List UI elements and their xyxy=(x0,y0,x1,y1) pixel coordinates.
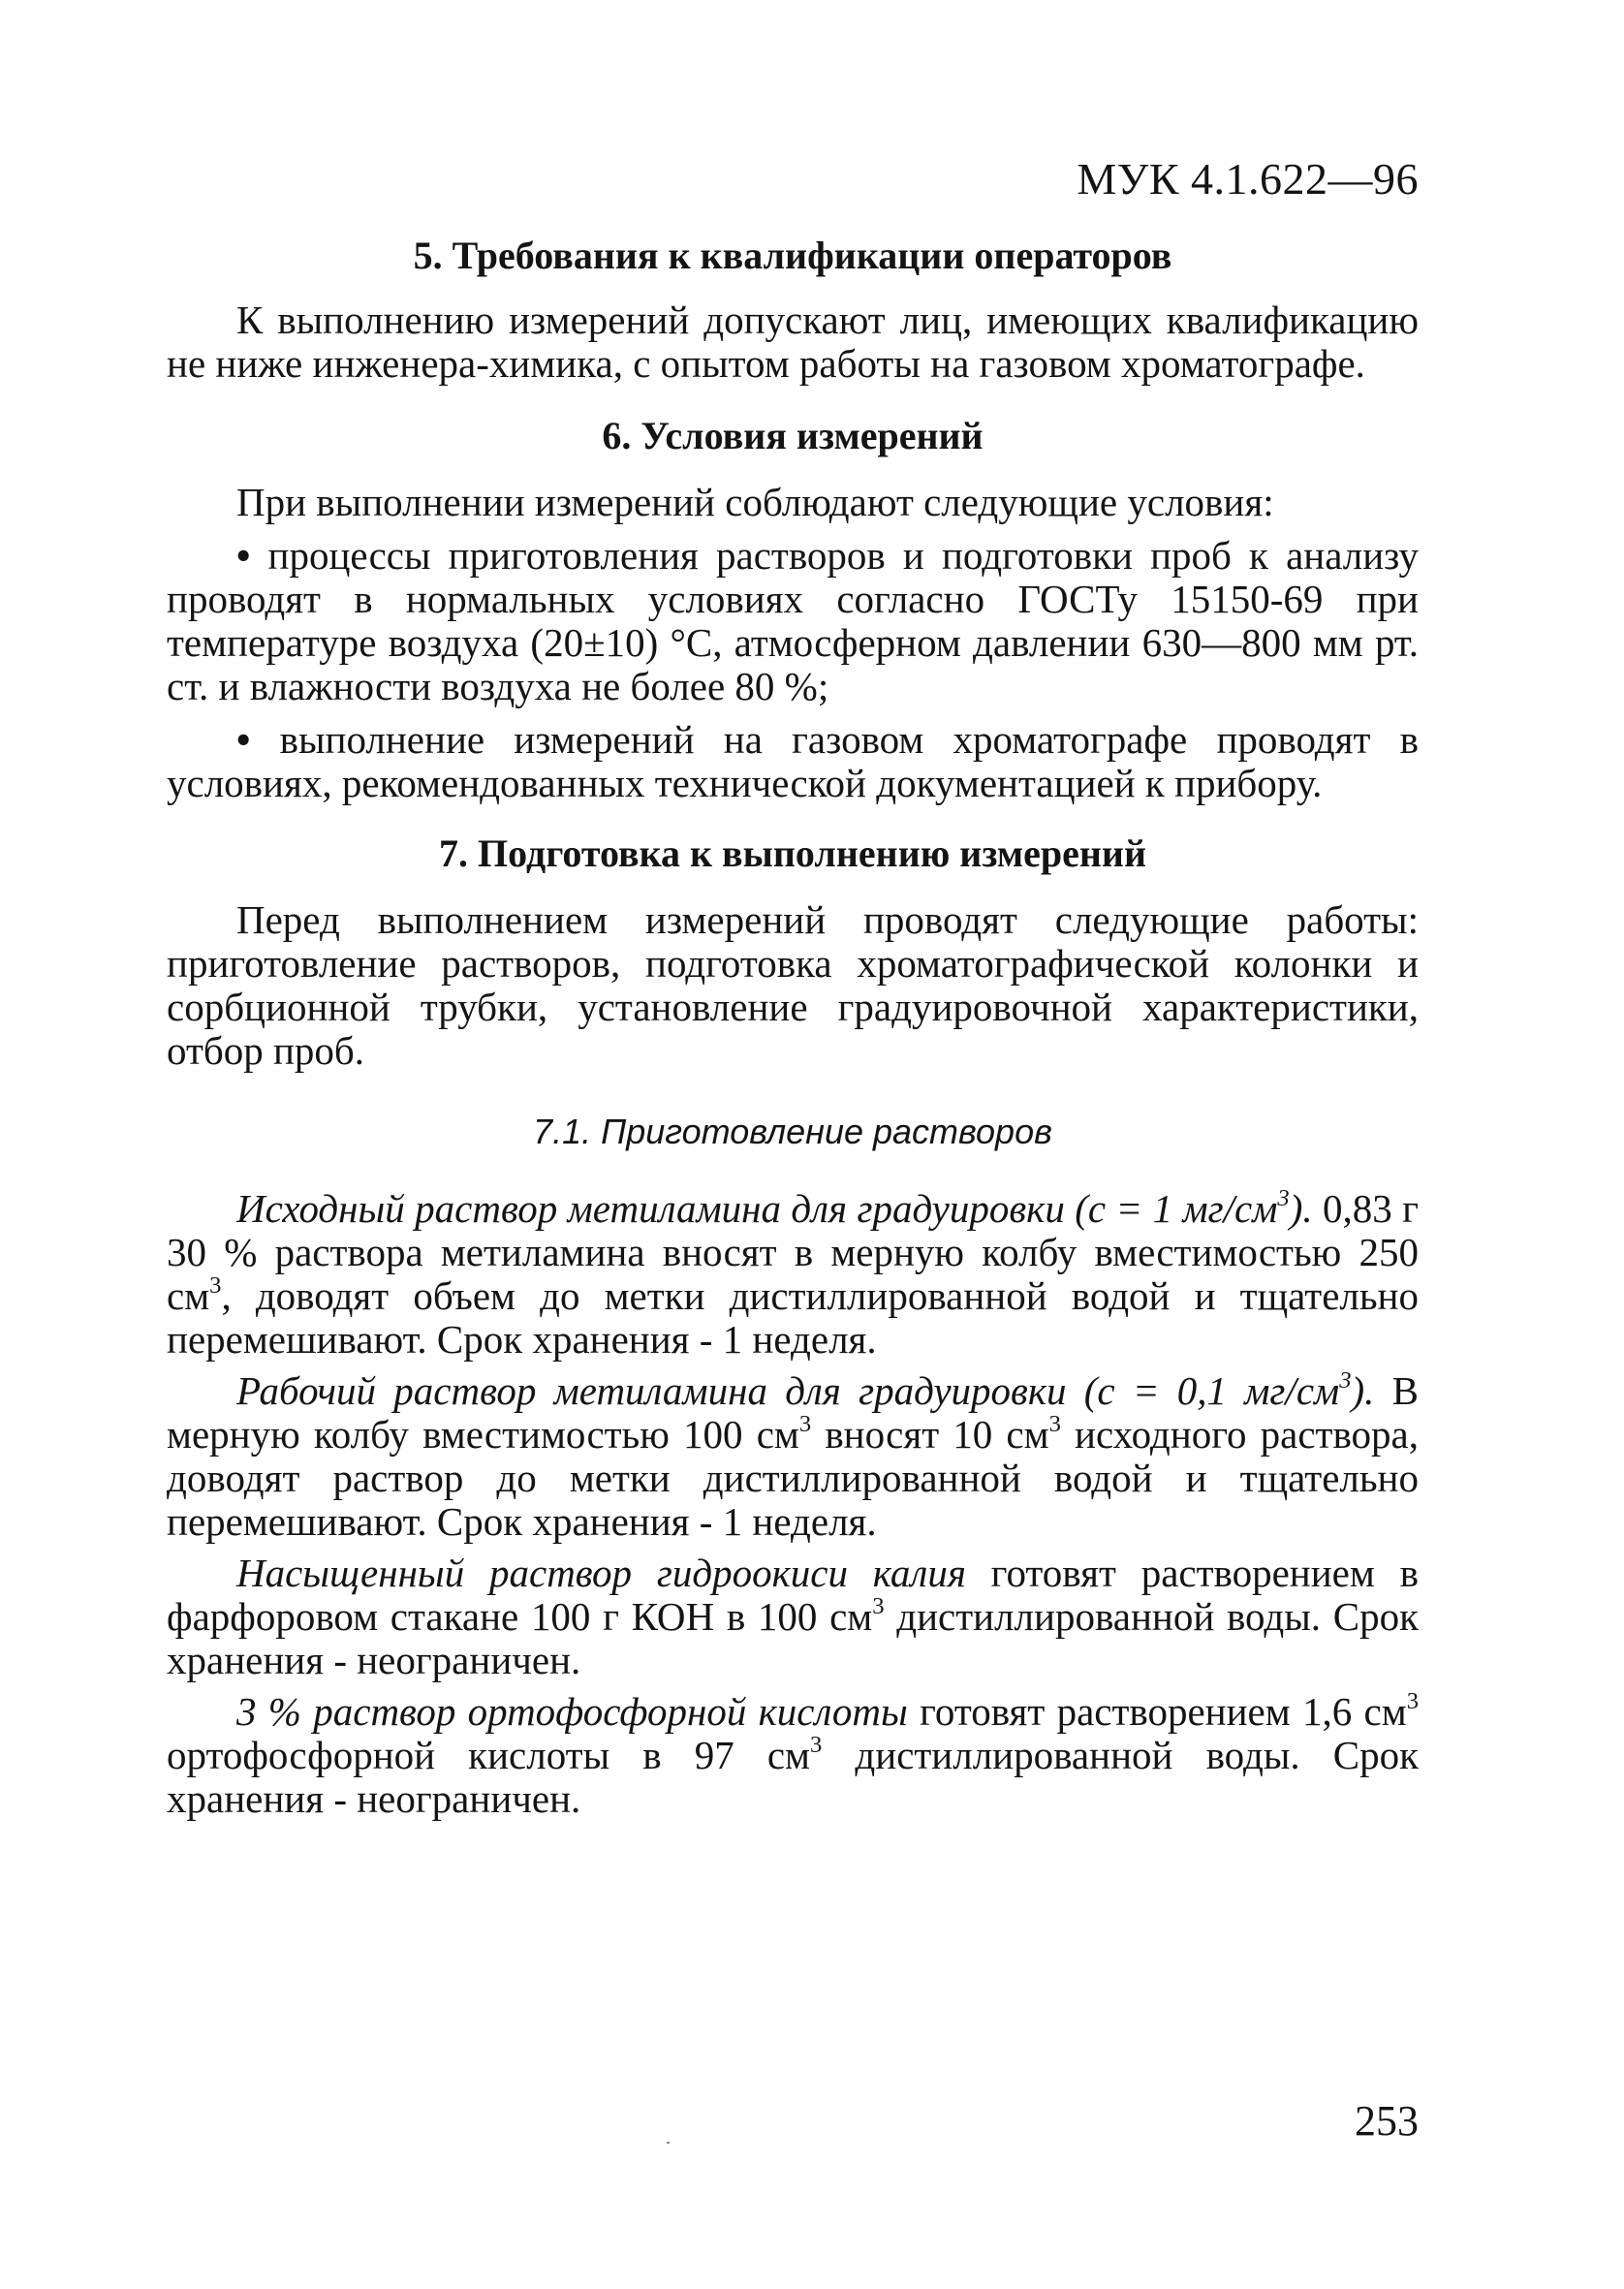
superscript: 3 xyxy=(809,1731,823,1758)
recipe-text: В мерную колбу вместимостью 100 см xyxy=(167,1368,1419,1457)
superscript: 3 xyxy=(798,1410,812,1437)
recipe-name-end: ). xyxy=(1351,1368,1375,1413)
recipe-text: готовят растворением 1,6 см xyxy=(907,1689,1407,1734)
recipe-name: 3 % раствор ортофосфорной кислоты xyxy=(236,1689,908,1734)
document-code: МУК 4.1.622—96 xyxy=(1077,154,1419,204)
section-6-title: 6. Условия измерений xyxy=(602,414,984,457)
recipe-paragraph xyxy=(167,1687,1420,1821)
superscript: 3 xyxy=(1277,1184,1290,1211)
recipe-paragraph xyxy=(167,1552,1419,1682)
recipe-paragraph xyxy=(167,1184,1419,1362)
recipe-paragraph xyxy=(167,1366,1420,1544)
recipe-text: , доводят объем до метки дистиллированной водой и тщательно перемешивают. Срок хранения - 1 неделя. xyxy=(167,1273,1419,1362)
superscript: 3 xyxy=(1406,1687,1419,1714)
recipe-text: 0,83 г 30 % раствора метиламина вносят в мерную колбу вместимостью 250 см xyxy=(167,1186,1419,1318)
recipe-name-end: ). xyxy=(1289,1186,1313,1231)
recipe-text: вносят 10 см xyxy=(811,1412,1049,1457)
recipe-text: дистиллированной воды. Срок хранения - неограничен. xyxy=(167,1733,1420,1821)
superscript: 3 xyxy=(1339,1366,1352,1394)
bullet-icon: • xyxy=(236,717,251,762)
subsection-7-1-title: 7.1. Приготовление растворов xyxy=(533,1112,1052,1151)
section-7-body: Перед выполнением измерений проводят следующие работы: приготовление растворов, подготовка хроматографической колонки и сорбционной трубки, установление градуировочной характеристики, отбор проб. xyxy=(167,897,1419,1073)
section-5-title: 5. Требования к квалификации операторов xyxy=(413,234,1172,277)
scan-speck xyxy=(667,2142,670,2144)
bullet-icon: • xyxy=(236,533,251,578)
section-5-body: К выполнению измерений допускают лиц, имеющих квалификацию не ниже инженера-химика, с опытом работы на газовом хроматографе. xyxy=(167,298,1419,386)
section-6-intro: При выполнении измерений соблюдают следующие условия: xyxy=(236,480,1274,524)
recipe-name: Рабочий раствор метиламина для градуировки (с = 0,1 мг/см xyxy=(236,1368,1340,1413)
recipe-text: дистиллированной воды. Срок хранения - неограничен. xyxy=(167,1594,1419,1682)
recipe-text: исходного раствора, доводят раствор до метки дистиллированной водой и тщательно перемешивают. Срок хранения - 1 неделя. xyxy=(167,1412,1420,1544)
recipe-text: ортофосфорной кислоты в 97 см xyxy=(167,1733,810,1777)
bullet-text: процессы приготовления растворов и подготовки проб к анализу проводят в нормальных условиях согласно ГОСТу 15150-69 при температуре воздуха (20±10) °С, атмосферном давлении 630—800 мм рт. ст. и влажности воздуха не более 80 %; xyxy=(167,533,1419,708)
superscript: 3 xyxy=(872,1592,885,1619)
recipe-text: готовят растворением в фарфоровом стакане 100 г КОН в 100 см xyxy=(167,1551,1419,1639)
recipe-name: Исходный раствор метиламина для градуировки (с = 1 мг/см xyxy=(236,1186,1278,1231)
superscript: 3 xyxy=(209,1271,222,1299)
section-7-title: 7. Подготовка к выполнению измерений xyxy=(439,831,1146,875)
page-number: 253 xyxy=(1355,2097,1419,2145)
bullet-text: выполнение измерений на газовом хроматографе проводят в условиях, рекомендованных технической документацией к прибору. xyxy=(167,717,1420,805)
page-content xyxy=(167,221,1419,1821)
recipe-name: Насыщенный раствор гидроокиси калия xyxy=(236,1551,966,1595)
superscript: 3 xyxy=(1048,1410,1061,1437)
section-6-bullet-2 xyxy=(167,718,1419,805)
section-6-bullet-1 xyxy=(167,534,1419,708)
